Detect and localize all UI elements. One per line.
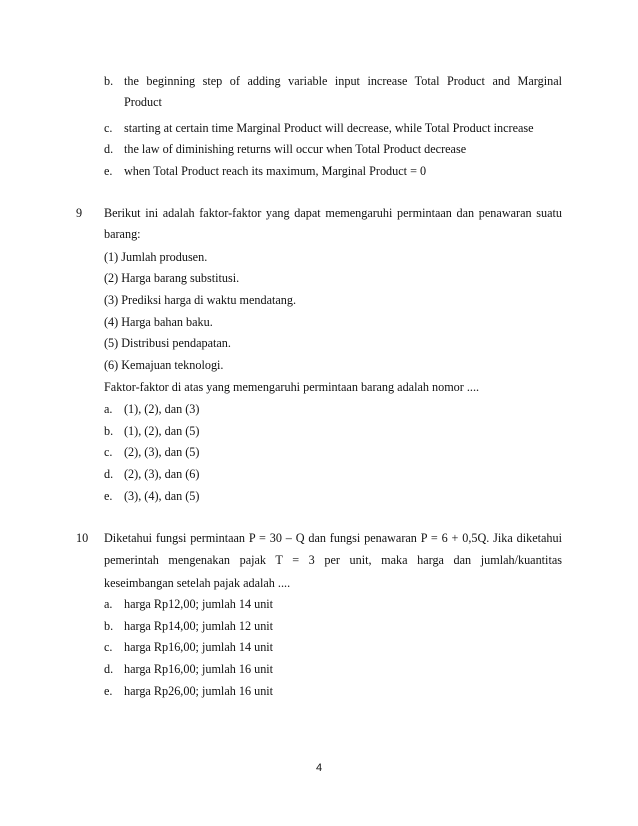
question-stem: Berikut ini adalah faktor-faktor yang dapat memengaruhi permintaan dan penawaran suatu [104, 206, 562, 220]
factor-item: (3) Prediksi harga di waktu mendatang. [104, 293, 297, 307]
option-letter: b. [104, 619, 114, 633]
q8-option-letter: b. [104, 74, 114, 88]
question-stem-cont: barang: [104, 227, 141, 241]
option-letter: a. [104, 402, 113, 416]
option-text: harga Rp12,00; jumlah 14 unit [124, 597, 274, 611]
factor-item: (1) Jumlah produsen. [104, 250, 208, 264]
page-number: 4 [315, 762, 323, 774]
option-text: harga Rp26,00; jumlah 16 unit [124, 684, 274, 698]
q8-option-text: the beginning step of adding variable input increase Total Product and Marginal [124, 74, 562, 88]
question-stem-cont: keseimbangan setelah pajak adalah .... [104, 576, 291, 590]
question-number: 9 [76, 206, 83, 220]
option-text: harga Rp16,00; jumlah 16 unit [124, 662, 274, 676]
option-text: (2), (3), dan (5) [124, 445, 200, 459]
option-letter: a. [104, 597, 113, 611]
option-text: harga Rp14,00; jumlah 12 unit [124, 619, 274, 633]
q8-option-letter: c. [104, 121, 113, 135]
option-text: harga Rp16,00; jumlah 14 unit [124, 640, 274, 654]
question-stem-cont: pemerintah mengenakan pajak T = 3 per unit, maka harga dan jumlah/kuantitas [104, 553, 562, 567]
option-letter: c. [104, 445, 113, 459]
factor-item: (5) Distribusi pendapatan. [104, 336, 231, 350]
option-text: (3), (4), dan (5) [124, 489, 200, 503]
factor-item: (4) Harga bahan baku. [104, 315, 213, 329]
option-text: (2), (3), dan (6) [124, 467, 200, 481]
q8-option-text: when Total Product reach its maximum, Marginal Product = 0 [124, 164, 427, 178]
question-prompt: Faktor-faktor di atas yang memengaruhi permintaan barang adalah nomor .... [104, 380, 480, 394]
option-letter: c. [104, 640, 113, 654]
option-letter: d. [104, 662, 114, 676]
q8-option-text-cont: Product [124, 95, 162, 109]
q8-option-letter: e. [104, 164, 113, 178]
option-text: (1), (2), dan (3) [124, 402, 200, 416]
option-letter: d. [104, 467, 114, 481]
q8-option-text: starting at certain time Marginal Product will decrease, while Total Product increase [124, 121, 534, 135]
q8-option-letter: d. [104, 142, 114, 156]
factor-item: (2) Harga barang substitusi. [104, 271, 240, 285]
question-number: 10 [76, 531, 89, 545]
option-letter: b. [104, 424, 114, 438]
factor-item: (6) Kemajuan teknologi. [104, 358, 224, 372]
option-letter: e. [104, 684, 113, 698]
q8-option-text: the law of diminishing returns will occur when Total Product decrease [124, 142, 467, 156]
question-stem: Diketahui fungsi permintaan P = 30 – Q dan fungsi penawaran P = 6 + 0,5Q. Jika diketahui [104, 531, 562, 545]
option-text: (1), (2), dan (5) [124, 424, 200, 438]
option-letter: e. [104, 489, 113, 503]
